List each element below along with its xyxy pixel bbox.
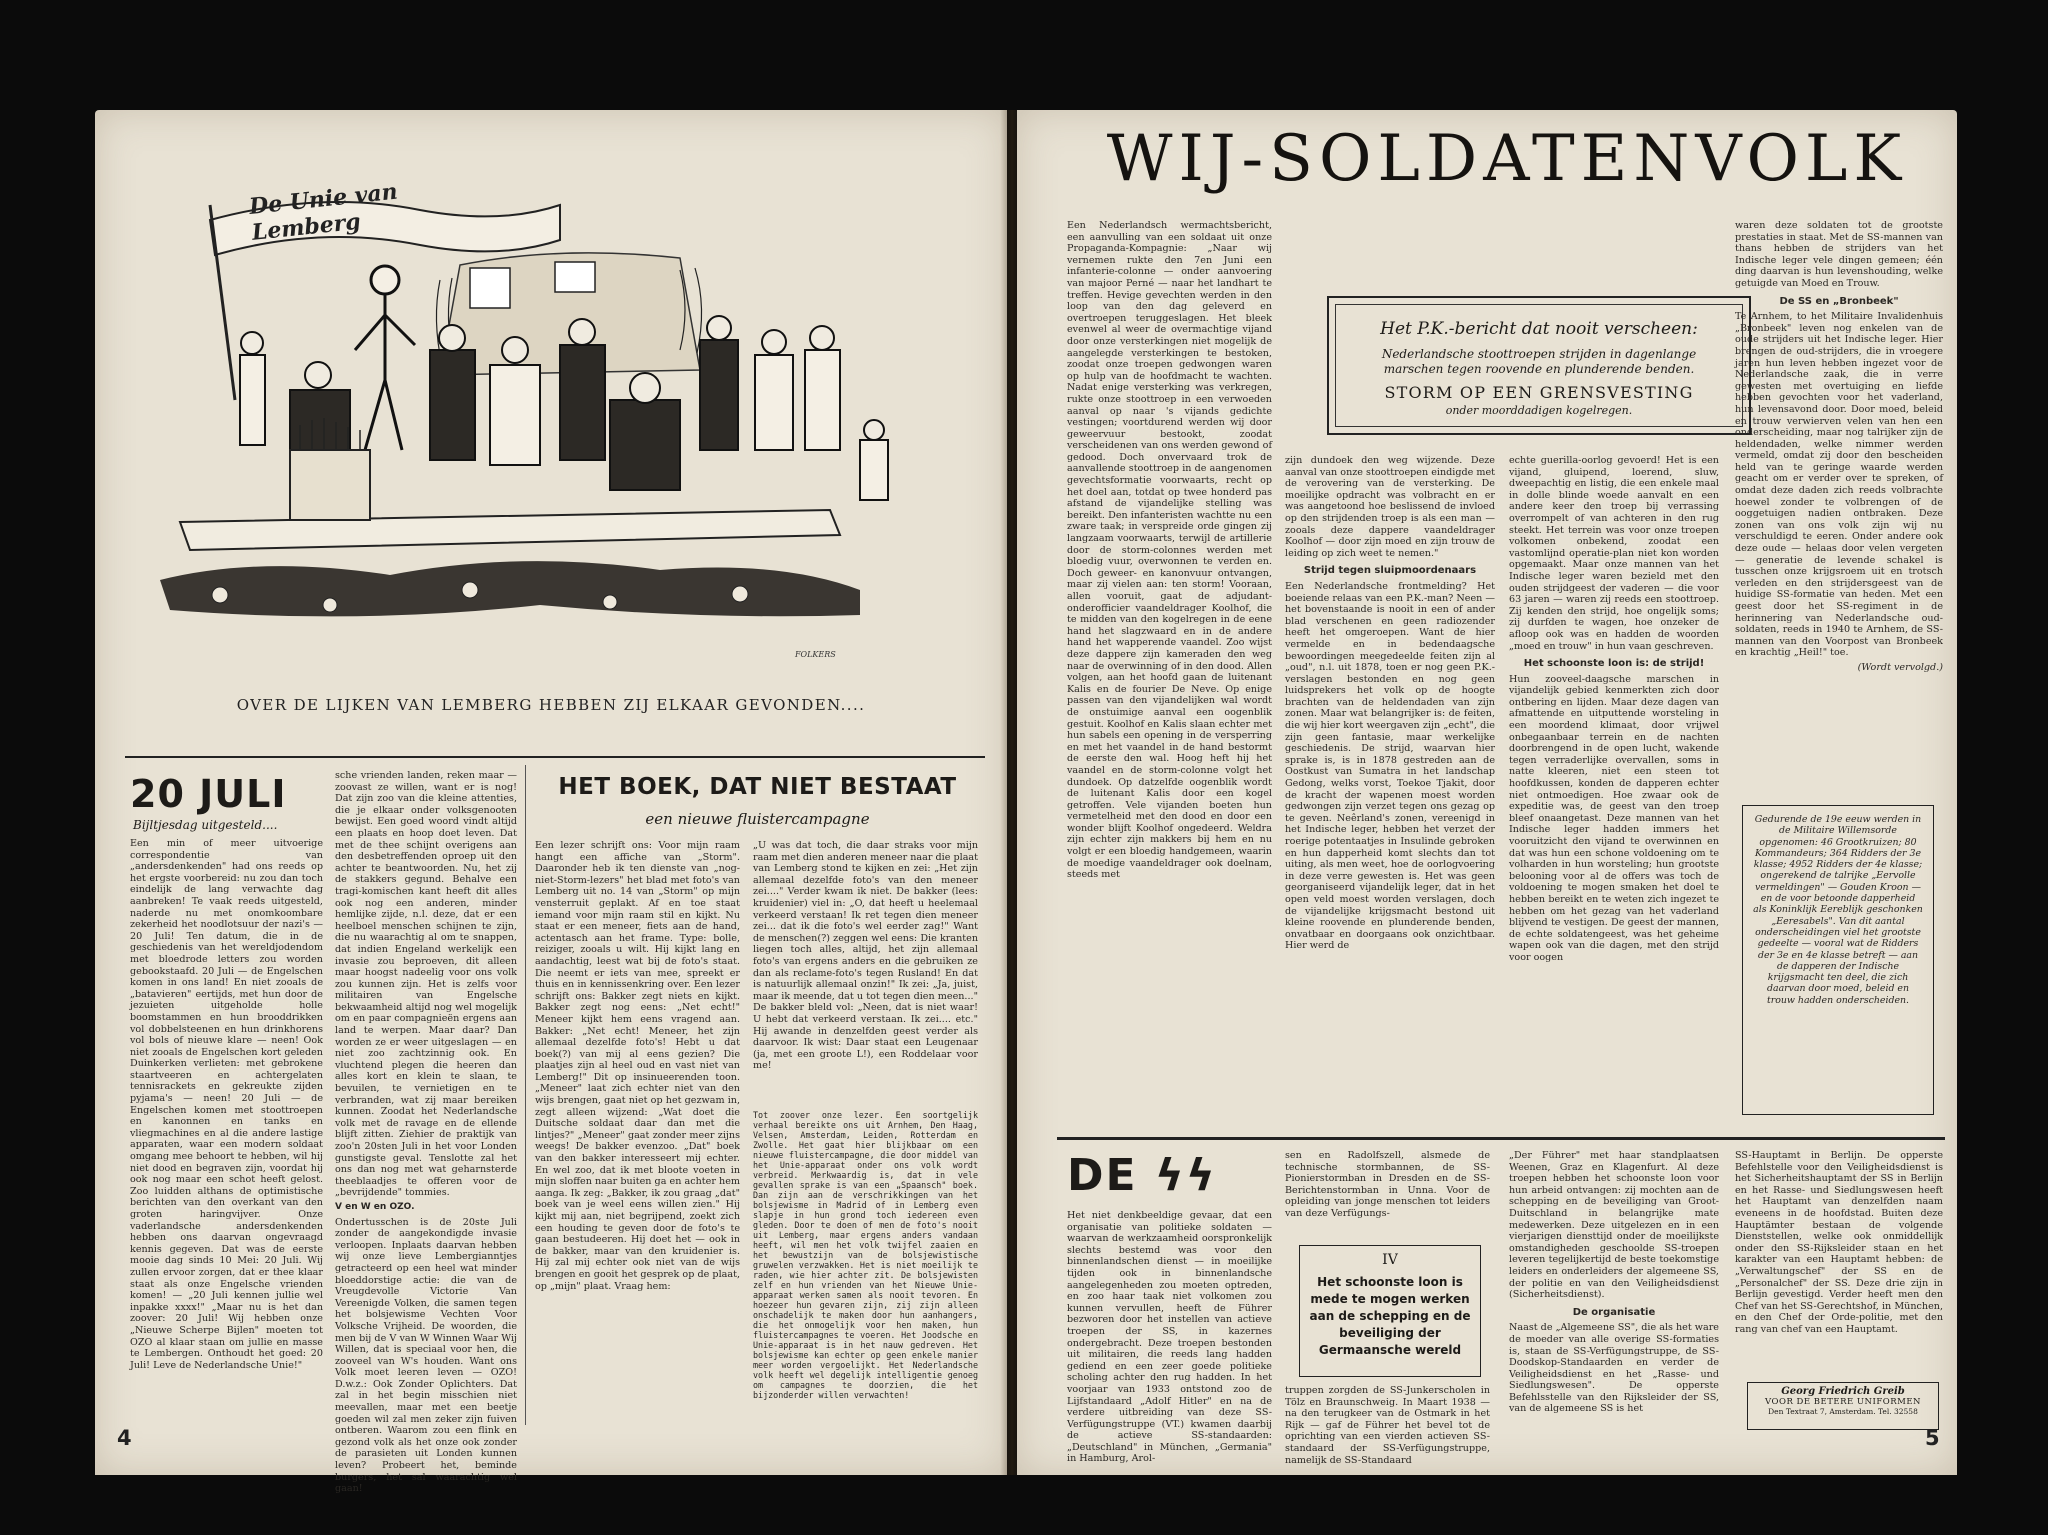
cartoon-caption: OVER DE LIJKEN VAN LEMBERG HEBBEN ZIJ ELKAAR GEVONDEN....	[236, 696, 866, 714]
book-body-col1: Een lezer schrijft ons: Voor mijn raam hangt een affiche van „Storm". Daaronder heb ik ten dienste van „nog-niet-Storm-lezers" het blad met foto's van Lemberg uit no. 14 van „Storm" op mijn vensterruit geplakt. Af en toe staat iemand voor mijn raam stil en kijkt. Nu staat er een meneer, fiets aan de hand, actentasch aan het frame. Type: bolle, reiziger, zooals u wilt. Hij kijkt lang en aandachtig, leest wat bij de foto's staat. Die neemt er iets van mee, spreekt er thuis en in kennissenkring over. Een lezer schrijft ons: Bakker zegt niets en kijkt. Bakker zegt nog eens: „Net echt!" Meneer kijkt hem eens vragend aan. Bakker: „Net echt! Meneer, het zijn allemaal dezelfde foto's! Hebt u dat boek(?) van mij al eens gezien? Die plaatjes zijn al heel oud en vast niet van Lemberg!" Dit op insinueerenden toon. „Meneer" laat zich echter niet van den wijs brengen, gaat niet op het gezwam in, zegt alleen wijzend: „Wat doet die Duitsche soldaat daar dan met die lintjes?" „Meneer" gaat zonder meer zijns weegs! De bakker evenzoo. „Dat" boek van den bakker interesseert mij echter. En wel zoo, dat ik met bloote voeten in mijn sloffen naar buiten ga en achter hem aanga. Ik zeg: „Bakker, ik zou graag „dat" boek van je weel eens willen zien." Hij kijkt mij aan, niet begrijpend, zoekt zich een houding te geven door de foto's te gaan bestudeeren. Hij doet het — ook in de bakker, maar van den kruidenier is. Hij zal mij echter ook niet van de wijs brengen en gooit het gesprek op de plaat, op „mijn" plaat. Vraag hem:	[535, 840, 740, 1292]
article-col3b: Hun zooveel-daagsche marschen in vijandelijk gebied kenmerkten zich door ontbering en lijden. Maar deze dagen van afmattende en uitputtende worsteling in een moordend klimaat, door vrijwel onbegaanbaar terrein en de nachten doorbrengend in de open lucht, wakende tegen verraderlijke overvallen, soms in natte kleeren, niet een steen tot hoofdkussen, konden de dapperen echter niet ontmoedigen. Hoe zwaar ook de expeditie was, de geest van den troep bleef onaangetast. Deze mannen van het Indische leger hadden immers het vooruitzicht den vijand te overwinnen en dat was hun een schone voldoening om te volharden in hun worsteling; hun grootste belooning voor al de offers was toch de voldoening te mogen smaken het doel te hebben bereikt en te weten zich ingezet te hebben om het gezag van het vaderland blijvend te vestigen. De geest der mannen, de echte soldatengeest, was het geheime wapen ook van die dagen, met den strijd voor oogen	[1509, 673, 1719, 963]
award-box	[1742, 805, 1934, 1115]
sign-frame	[555, 262, 595, 292]
ss-col4: SS-Hauptamt in Berlijn. De opperste Befehlstelle voor den Veiligheidsdienst is het Sicherheitshauptamt der SS in Berlijn en het Rasse- und Siedlungswesen heeft het Hauptamt van denzelfden naam eveneens in de hoofdstad. Buiten deze Hauptämter bestaan de volgende Dienststellen, welke ook onmiddellijk onder den SS-Rijksleider staan en het karakter van een Hauptamt hebben: de „Verwaltungschef" der SS en de „Personalchef" der SS. Deze drie zijn in Berlijn gevestigd. Verder heeft men den Chef van het SS-Gerechtshof, in München, en den Chef der Orde-politie, met den rang van chef van een Hauptamt.	[1735, 1150, 1943, 1335]
ss-box-numeral: IV	[1382, 1252, 1398, 1268]
article-col1: Een Nederlandsch wermachtsbericht, een aanvulling van een soldaat uit onze Propaganda-Kompagnie: „Naar wij vernemen rukte den 7en Juni een infanterie-colonne — onder aanvoering van majoor Perné — naar het landhart te treffen. Hevige gevechten werden in den loop van den dag geleverd en overtroepen teruggeslagen. Het bleek evenwel al weer de overmachtige vijand door onze versterkingen niet mogelijk de aangelegde versterkingen te bestoken, zoodat onze troepen gedwongen waren op hulp van de hoofdmacht te wachten. Nadat enige versterking was verkregen, rukte onze stoottroep in een verwoeden aanval op naar 's vijands gedichte vestingen; voortdurend werden wij door geweervuur bestookt, zoodat verscheidenen van ons werden gewond of gedood. Doch onvervaard trok de aanvallende stoottroep in de aangenomen gevechtsformatie voorwaarts, recht op het doel aan, totdat op twee honderd pas afstand de vijandelijke stelling was bereikt. Den infanteristen wachtte nu een zware taak; in verspreide orde gingen zij langzaam voorwaarts, terwijl de artillerie door de storm-colonnes werden met bloedig vuur, overwonnen te verden en. Doch geweer- en kanonvuur ontvangen, maar zij vielen aan: ten storm! Vooraan, allen vooruit, gaat de adjudant-onderofficier vaandeldrager Koolhof, die te midden van den kogelregen in de eene hand het slagzwaard en in de andere hand het wapperende vaandel. Zoo wijst deze dappere zijn kameraden den weg naar de overwinning of in den dood. Allen volgen, aan het hoofd gaan de luitenant Kalis en de fourier De Neve. Op enige passen van den vijandelijken wal wordt de onstuimige aanval een oogenblik gestuit. Koolhof en Kalis slaan echter met hun sabels een opening in de versperring en met het vaandel in de hand bestormt de eerste den wal. Hoog heft hij het vaandel en de storm-colonne volgt het dundoek. Op datzelfde oogenblik wordt de luitenant Kalis door een kogel getroffen. Vele vijanden boeten hun vermetelheid met den dood en door een wonder blijft Koolhof ongedeerd. Weldra zijn echter zijn makkers bij hem en nu volgt er een bloedig handgemeen, waarin de moedige vaandeldrager ook doelnam, steeds met	[1067, 220, 1272, 881]
book-note: Tot zoover onze lezer. Een soortgelijk verhaal bereikte ons uit Arnhem, Den Haag, Velsen, Amsterdam, Leiden, Rotterdam en Zwolle. Het gaat hier blijkbaar om een nieuwe fluistercampagne, die door middel van het Unie-apparaat onder ons volk wordt verbreid. Merkwaardig is, dat in vele gevallen sprake is van een „Spaansch" boek. Dan zijn aan de verschrikkingen van het bolsjewisme in Madrid of in Lemberg even slapje in hun grond toch iedereen even gleden. Door te doen of men de foto's nooit uit Lemberg, maar ergens anders vandaan heeft, wil men het volk twijfel zaaien en het bewustzijn van de bolsjewistische gruwelen verzwakken. Het is niet moeilijk te raden, wie hier achter zit. De bolsjewisten zelf en hun vrienden van het Nieuwe Unie-apparaat werken samen als nooit tevoren. En hoezeer hun gevaren zijn, zij zijn alleen onschadelijk te maken door hun aanhangers, die het onmogelijk voor hen maken, hun fluistercampagnes te voeren. Het Joodsche en Unie-apparaat is in het nauw gedreven. Het bolsjewisme kan echter op geen enkele manier meer worden vergoelijkt. Het Nederlandsche volk heeft wel degelijk intelligentie genoeg om campagnes te doorzien, die het bijzonderder willen verwachten!	[753, 1110, 978, 1400]
july-body-col2b: Ondertusschen is de 20ste Juli zonder de aangekondigde invasie verloopen. Inplaats daarvan hebben wij onze lieve Lembergianntjes getracteerd op een heel wat minder bloeddorstige actie: die van de Vreugdevolle Victorie Van Vereenigde Volken, die samen tegen het bolsjewisme Vechten Voor Volksche Vrijheid. De woorden, die men bij de V van W Winnen Waar Wij Willen, dat is speciaal voor hen, die zooveel van W's houden. Want ons Volk moet leeren leven — OZO! D.w.z.: Ook Zonder Oplichters. Dat zal in het begin misschien niet meevallen, maar met een beetje goeden wil zal men zeker zijn fuiven ontberen. Waarom zou een flink en gezond volk als het onze ook zonder de parasieten uit Londen kunnen leven? Probeert het, beminde burgers, het sal waarachtig wel gaan!	[335, 1216, 517, 1495]
right-page	[1017, 110, 1957, 1475]
cartoon-signature: FOLKERS	[795, 650, 836, 659]
article-column-1	[1067, 220, 1272, 1120]
ss-column-3	[1509, 1150, 1719, 1430]
ss-col3-subheading: De organisatie	[1572, 1306, 1656, 1318]
ss-col1: Het niet denkbeeldige gevaar, dat een organisatie van politieke soldaten — waarvan de werkzaamheid oorspronkelijk slechts bestemd was voor den binnenlandschen dienst — in moeilijke tijden ook in binnenlandsche aangelegenheden zou moeten optreden, en zoo haar taak niet volkomen zou kunnen vervullen, heeft de Führer bezworen door het instellen van actieve troepen der SS, in kazernes ondergebracht. Deze troepen bestonden uit militairen, die reeds lang hadden gediend en een zeer goede politieke scholing achter den rug hadden. In het voorjaar van 1933 ontstond zoo de Lijfstandaard „Adolf Hitler" en na de verdere uitbreiding van deze SS-Verfügungstruppe (VT.) kwamen daarbij de actieve SS-standaarden: „Deutschland" in München, „Germania" in Hamburg, Arol-	[1067, 1210, 1272, 1465]
award-text: Gedurende de 19e eeuw werden in de Militaire Willemsorde opgenomen: 46 Grootkruizen; 80 Kommandeurs; 364 Ridders der 3e klasse; 4952 Ridders der 4e klasse; ongerekend de talrijke „Eervolle vermeldingen" — Gouden Kroon — en de voor betoonde dapperheid als Koninklijk Eereblijk geschonken „Eeresabels". Van dit aantal onderscheidingen viel het grootste gedeelte — vooral wat de Ridders der 3e en 4e klasse betreft — aan de dapperen der Indische krijgsmacht ten deel, die zich daarvan door moed, beleid en trouw hadden onderscheiden.	[1753, 814, 1923, 1006]
continued-note: (Wordt vervolgd.)	[1857, 661, 1943, 673]
col2-subheading: Strijd tegen sluipmoordenaars	[1303, 565, 1477, 577]
bodies-heap	[160, 561, 860, 616]
article-col4b: Te Arnhem, to het Militaire Invalidenhuis „Bronbeek" leven nog enkelen van de oude strijders uit het Indische leger. Hier brengen de oud-strijders, die in vroegere jaren hun leven hebben ingezet voor de Nederlandsche zaak, die in verre gewesten met overtuiging en liefde hebben gevochten voor het vaderland, hun levensavond door. Door moed, beleid en trouw verwierven velen van hen een onderscheiding, maar nog talrijker zijn de heldendaden, welke nimmer werden vermeld, omdat zij door den bescheiden held van te geringe waarde werden geacht om er verder over te spreken, of omdat deze daden zich reeds volbrachte hoewel zonder te volbrengen of de ooggetuigen nadien ontbraken. Deze zonen van ons volk zijn wij nu verschuldigd te eeren. Onder andere ook deze oude — helaas door velen vergeten — generatie de levende schakel is tusschen onze krijgsroem uit en trotsch verleden en den strijdersgeest van de huidige SS-formatie van heden. Met een geest door het SS-regiment in de herinnering van Nederlandsche oud-soldaten, reeds in 1940 te Arnhem, de SS-mannen van den Voorpost van Bronbeek en krachtig „Heil!" toe.	[1735, 311, 1943, 659]
ad-tagline: VOOR DE BETERE UNIFORMEN	[1765, 1397, 1921, 1407]
book-subheadline: een nieuwe fluistercampagne	[645, 810, 870, 828]
col4-subheading: De SS en „Bronbeek"	[1779, 295, 1899, 307]
article-col2: zijn dundoek den weg wijzende. Deze aanval van onze stoottroepen eindigde met de verovering van de versterking. De moeilijke opdracht was volbracht en er was aangetoond hoe beslissend de invloed op den strijdenden troep is als een man — zooals deze dappere vaandeldrager Koolhof — door zijn moed en zijn trouw de leiding op zich weet te nemen."	[1285, 455, 1495, 559]
article-column-2	[1285, 455, 1495, 1125]
pk-report-inner	[1335, 304, 1743, 427]
col3-subheading: Het schoonste loon is: de strijd!	[1523, 658, 1705, 670]
july-column-1	[130, 838, 323, 1420]
july-body-col2: sche vrienden landen, reken maar — zoovast ze willen, want er is nog! Dat zijn zoo van die kleine attenties, die je elkaar onder volksgenooten bewijst. Een goed woord vindt altijd een plaats en hoop doet leven. Dat met de thee schijnt overigens aan den desbetreffenden oproep uit den achter te beantwoorden. Nu, het zij de stakkers gegund. Behalve een tragi-komischen kant heeft dit alles ook nog een anderen, minder hemlijke zijde, n.l. deze, dat er een heelboel menschen schijnen te zijn, die nu waarachtig al om te snappen, dat indien Engeland werkelijk een invasie zou beproeven, dit alleen maar hoogst nadeelig voor ons volk zou kunnen zijn. Het is zelfs voor militairen van Engelsche bekwaamheid altijd nog wel mogelijk om en paar compagnieën ergens aan land te werpen. Maar daar? Dan worden ze er weer uitgeslagen — en niet zoo zachtzinnig ook. En vluchtend plegen die heeren dan alles kort en klein te slaan, te bevuilen, te vernietigen en te verbranden, wat zij maar bereiken kunnen. Zoodat het Nederlandsche volk met de ravage en de ellende blijft zitten. Ziehier de praktijk van zoo'n 20sten Juli in het voor Londen gunstigste geval. Tenslotte zal het ons dan nog met wat geharnsterde theeblaadjes te offeren voor de „bevrijdende" tommies.	[335, 770, 517, 1199]
main-title: WIJ-SOLDATENVOLK	[1106, 122, 1908, 196]
pk-line-3: STORM OP EEN GRENSVESTING	[1384, 383, 1694, 402]
page-number-left: 4	[117, 1426, 132, 1450]
book-column-1	[535, 840, 740, 1420]
section-rule	[1057, 1137, 1945, 1140]
section-divider	[125, 756, 985, 758]
book-headline: HET BOEK, DAT NIET BESTAAT	[558, 774, 957, 800]
ss-column-2	[1285, 1150, 1490, 1235]
july-subheadline: Bijltjesdag uitgesteld....	[133, 818, 278, 832]
ss-column-4	[1735, 1150, 1943, 1375]
july-headline: 20 JULI	[130, 772, 287, 816]
ss-column-1	[1067, 1210, 1272, 1465]
left-page	[95, 110, 1007, 1495]
book-column-2	[753, 840, 978, 1105]
ss-quote-box	[1299, 1245, 1481, 1377]
ss-col3b: Naast de „Algemeene SS", die als het ware de moeder van alle overige SS-formaties is, staan de SS-Verfügungstruppe, de SS-Doodskop-Standaarden en verder de Veiligheidsdienst en het „Rasse- und Siedlungswesen". De opperste Befehlsstelle van den Rijksleider der SS, van de algemeene SS is het	[1509, 1322, 1719, 1415]
july-body-col1: Een min of meer uitvoerige correspondentie van „andersdenkenden" had ons reeds op het ergste voorbereid: nu zou dan toch eindelijk de lang verwachte dag aanbreken! Te vaak reeds uitgesteld, naderde nu met onomkoombare zekerheid het noodlotsuur der nazi's — 20 Juli! Ten datum, die in de geschiedenis van het wereldjodendom met bloedrode letters zou worden gebookstaafd. 20 Juli — de Engelschen komen in ons land! En niet zooals de „batavieren" eertijds, met hun door de jezuieten uitgeholde holle boomstammen en hun brooddrikken vol dobbelsteenen en hun drinkhorens vol bols of nieuwe klare — neen! Ook niet zooals de Engelschen kort geleden Duinkerken verlieten: met gebrokene staartveeren en achtergelaten tennisrackets en gekreukte zijden pyjama's — neen! 20 Juli — de Engelschen komen met stoottroepen en kanonnen en tanks en vliegmachines en al die andere lastige apparaten, waar een modern soldaat omgang mee behoort te hebben, wil hij niet dood en begraven zijn, voordat hij ook nog maar een schot heeft gelost. Zoo luidden althans de optimistische berichten van den overkant van den groten haringvijver. Onze vaderlandsche andersdenkenden hebben ons daarvan ongevraagd kennis gegeven. Dat was de eerste mooie dag sinds 10 Mei: 20 Juli. Wij zullen ervoor zorgen, dat er thee klaar staat als onze Engelsche vrienden komen! — „20 Juli kennen jullie wel inpakke xxxx!" „Maar nu is het dan zoover: 20 Juli! Wij hebben onze „Nieuwe Scherpe Bijlen" moeten tot OZO al klaar staan om jullie en masse te Lembergen. Onthoudt het goed: 20 Juli! Leve de Nederlandsche Unie!"	[130, 838, 323, 1371]
skeleton-figure	[355, 266, 415, 450]
ss-box-text: Het schoonste loon is mede te mogen werken aan de schepping en de beveiliging der Germaansche wereld	[1309, 1275, 1471, 1357]
ss-column-2b	[1285, 1385, 1490, 1466]
stage-platform	[180, 510, 840, 550]
book-body-col2: „U was dat toch, die daar straks voor mijn raam met dien anderen meneer naar die plaat van Lemberg stond te kijken en zei: „Het zijn allemaal dezelfde foto's van den meneer zei...." Verder kwam ik niet. De bakker (lees: kruidenier) viel in: „O, dat heeft u heelemaal verkeerd verstaan! Ik ret tegen dien meneer zei... dat ik die foto's wel eerder zag!" Want de menschen(?) zeggen wel eens: Die kranten liegen toch alles, altijd, het zijn allemaal foto's van ergens anders en die gebruiken ze dan als reclame-foto's tegen Rusland! En dat is natuurlijk allemaal onzin!" Ik zei: „Ja, juist, maar ik meende, dat u tot tegen dien meen..." De bakker bleld vol: „Neen, dat is niet waar! U hebt dat verkeerd verstaan. Ik zei.... etc." Hij awande in denzelfden geest verder als daarvoor. Ik wist: Daar staat een Leugenaar (ja, met een groote L!), een Roddelaar voor me!	[753, 840, 978, 1072]
article-column-4	[1735, 220, 1943, 790]
pk-report-box	[1327, 296, 1751, 435]
ozo-heading: V en W en OZO.	[335, 1201, 415, 1212]
pk-line-1: Het P.K.-bericht dat nooit verscheen:	[1380, 319, 1698, 339]
page-number-right: 5	[1925, 1426, 1940, 1450]
ss-headline: DE ϟϟ	[1067, 1150, 1217, 1201]
ad-name: Georg Friedrich Greib	[1781, 1386, 1905, 1397]
article-col2b: Een Nederlandsche frontmelding? Het boeiende relaas van een P.K.-man? Neen — het bovenstaande is nooit in een of ander blad verschenen en geen radiozender heeft het omgeroepen. Want de hier vermelde en in bedendaagsche bewoordingen meegedeelde feiten zijn al „oud", n.l. uit 1878, toen er nog geen P.K.-verslagen bestonden en nog geen luidsprekers het volk op de hoogte brachten van de heldendaden van zijn zonen. Maar wat belangrijker is: de feiten, die wij hier kort weergaven zijn „echt", die zijn geen fantasie, maar werkelijke geschiedenis. De strijd, waarvan hier sprake is, is in 1878 gestreden aan de Oostkust van Sumatra in het landschap Gedong, welks vorst, Toekoe Tjakit, door de kracht der wapenen moest worden gedwongen zijn verzet tegen ons gezag op te geven. Neêrland's zonen, vereenigd in het Indische leger, hebben het verzet der roerige potentaatjes in Insulinde gebroken en hun dapperheid komt slechts dan tot uiting, als men weet, hoe de oorlogvoering in deze verre gewesten is. Het was geen georganiseerd vijandelijk leger, dat in het open veld moest worden verslagen, doch de vijandelijke krijgsmacht bestond uit kleine roovende en plunderende benden, onvatbaar en doorgaans ook onzichtbaar. Hier werd de	[1285, 580, 1495, 952]
column-divider	[525, 765, 526, 1425]
ss-col2b: truppen zorgden de SS-Junkerscholen in Tölz en Braunschweig. In Maart 1938 — na den terugkeer van de Ostmark in het Rijk — gaf de Führer het bevel tot de oprichting van een vierden actieven SS-standaard der SS-Verfügungstruppe, namelijk de SS-Standaard	[1285, 1385, 1490, 1466]
award-box-inner	[1743, 806, 1933, 1114]
pk-line-2: Nederlandsche stoottroepen strijden in dagenlange marschen tegen roovende en plunderende benden.	[1381, 347, 1697, 376]
july-column-2	[335, 770, 517, 1495]
article-col3: echte guerilla-oorlog gevoerd! Het is een vijand, gluipend, loerend, sluw, dweepachtig en listig, die een enkele maal in dolle blinde woede aanvalt en een andere keer den troep bij verrassing overrompelt of van achteren in den rug steekt. Het terrein was voor onze troepen volkomen onbekend, zoodat een vastomlijnd operatie-plan niet kon worden opgemaakt. Maar onze mannen van het Indische leger waren bezield met den ouden strijdgeest der vaderen — die voor 63 jaren — waren zij reeds een stoottroep. Zij kenden den strijd, hoe ongelijk soms; zij durfden te wagen, hoe onzeker de afloop ook was en hadden de woorden „moed en trouw" in hun vaan geschreven.	[1509, 455, 1719, 652]
uniform-ad	[1747, 1382, 1939, 1430]
pk-line-4: onder moorddadigen kogelregen.	[1445, 404, 1633, 417]
ad-address: Den Textraat 7, Amsterdam. Tel. 32558	[1768, 1407, 1918, 1416]
cartoon-banner-text: De Unie van Lemberg	[247, 178, 399, 246]
portrait-frame	[470, 268, 510, 308]
article-column-3	[1509, 455, 1719, 1125]
ss-col2: sen en Radolfszell, alsmede de technische stormbannen, de SS-Pionierstormban in Dresden en de SS-Berichtenstormban in Unna. Voor de opleiding van jonge menschen tot leiders van deze Verfügungs-	[1285, 1150, 1490, 1219]
book-note-column	[753, 1110, 978, 1420]
organ	[290, 450, 370, 520]
ss-col3: „Der Führer" met haar standplaatsen Weenen, Graz en Klagenfurt. Al deze troepen hebben het schoonste loon voor hun arbeid ontvangen: zij mochten aan de schepping en de beveiliging van Groot-Duitschland in belangrijke mate medewerken. Deze uitgelezen en in een vierjarigen diensttijd onder de moeilijkste omstandigheden geschoolde SS-troepen leveren tegelijkertijd de beste toekomstige leiders en onderleiders der algemeene SS, der politie en van den Veiligheidsdienst (Sicherheitsdienst).	[1509, 1150, 1719, 1301]
article-col4: waren deze soldaten tot de grootste prestaties in staat. Met de SS-mannen van thans hebben de strijders van het Indische leger vele dingen gemeen; één ding daarvan is hun levenshouding, welke getuigde van Moed en Trouw.	[1735, 220, 1943, 289]
